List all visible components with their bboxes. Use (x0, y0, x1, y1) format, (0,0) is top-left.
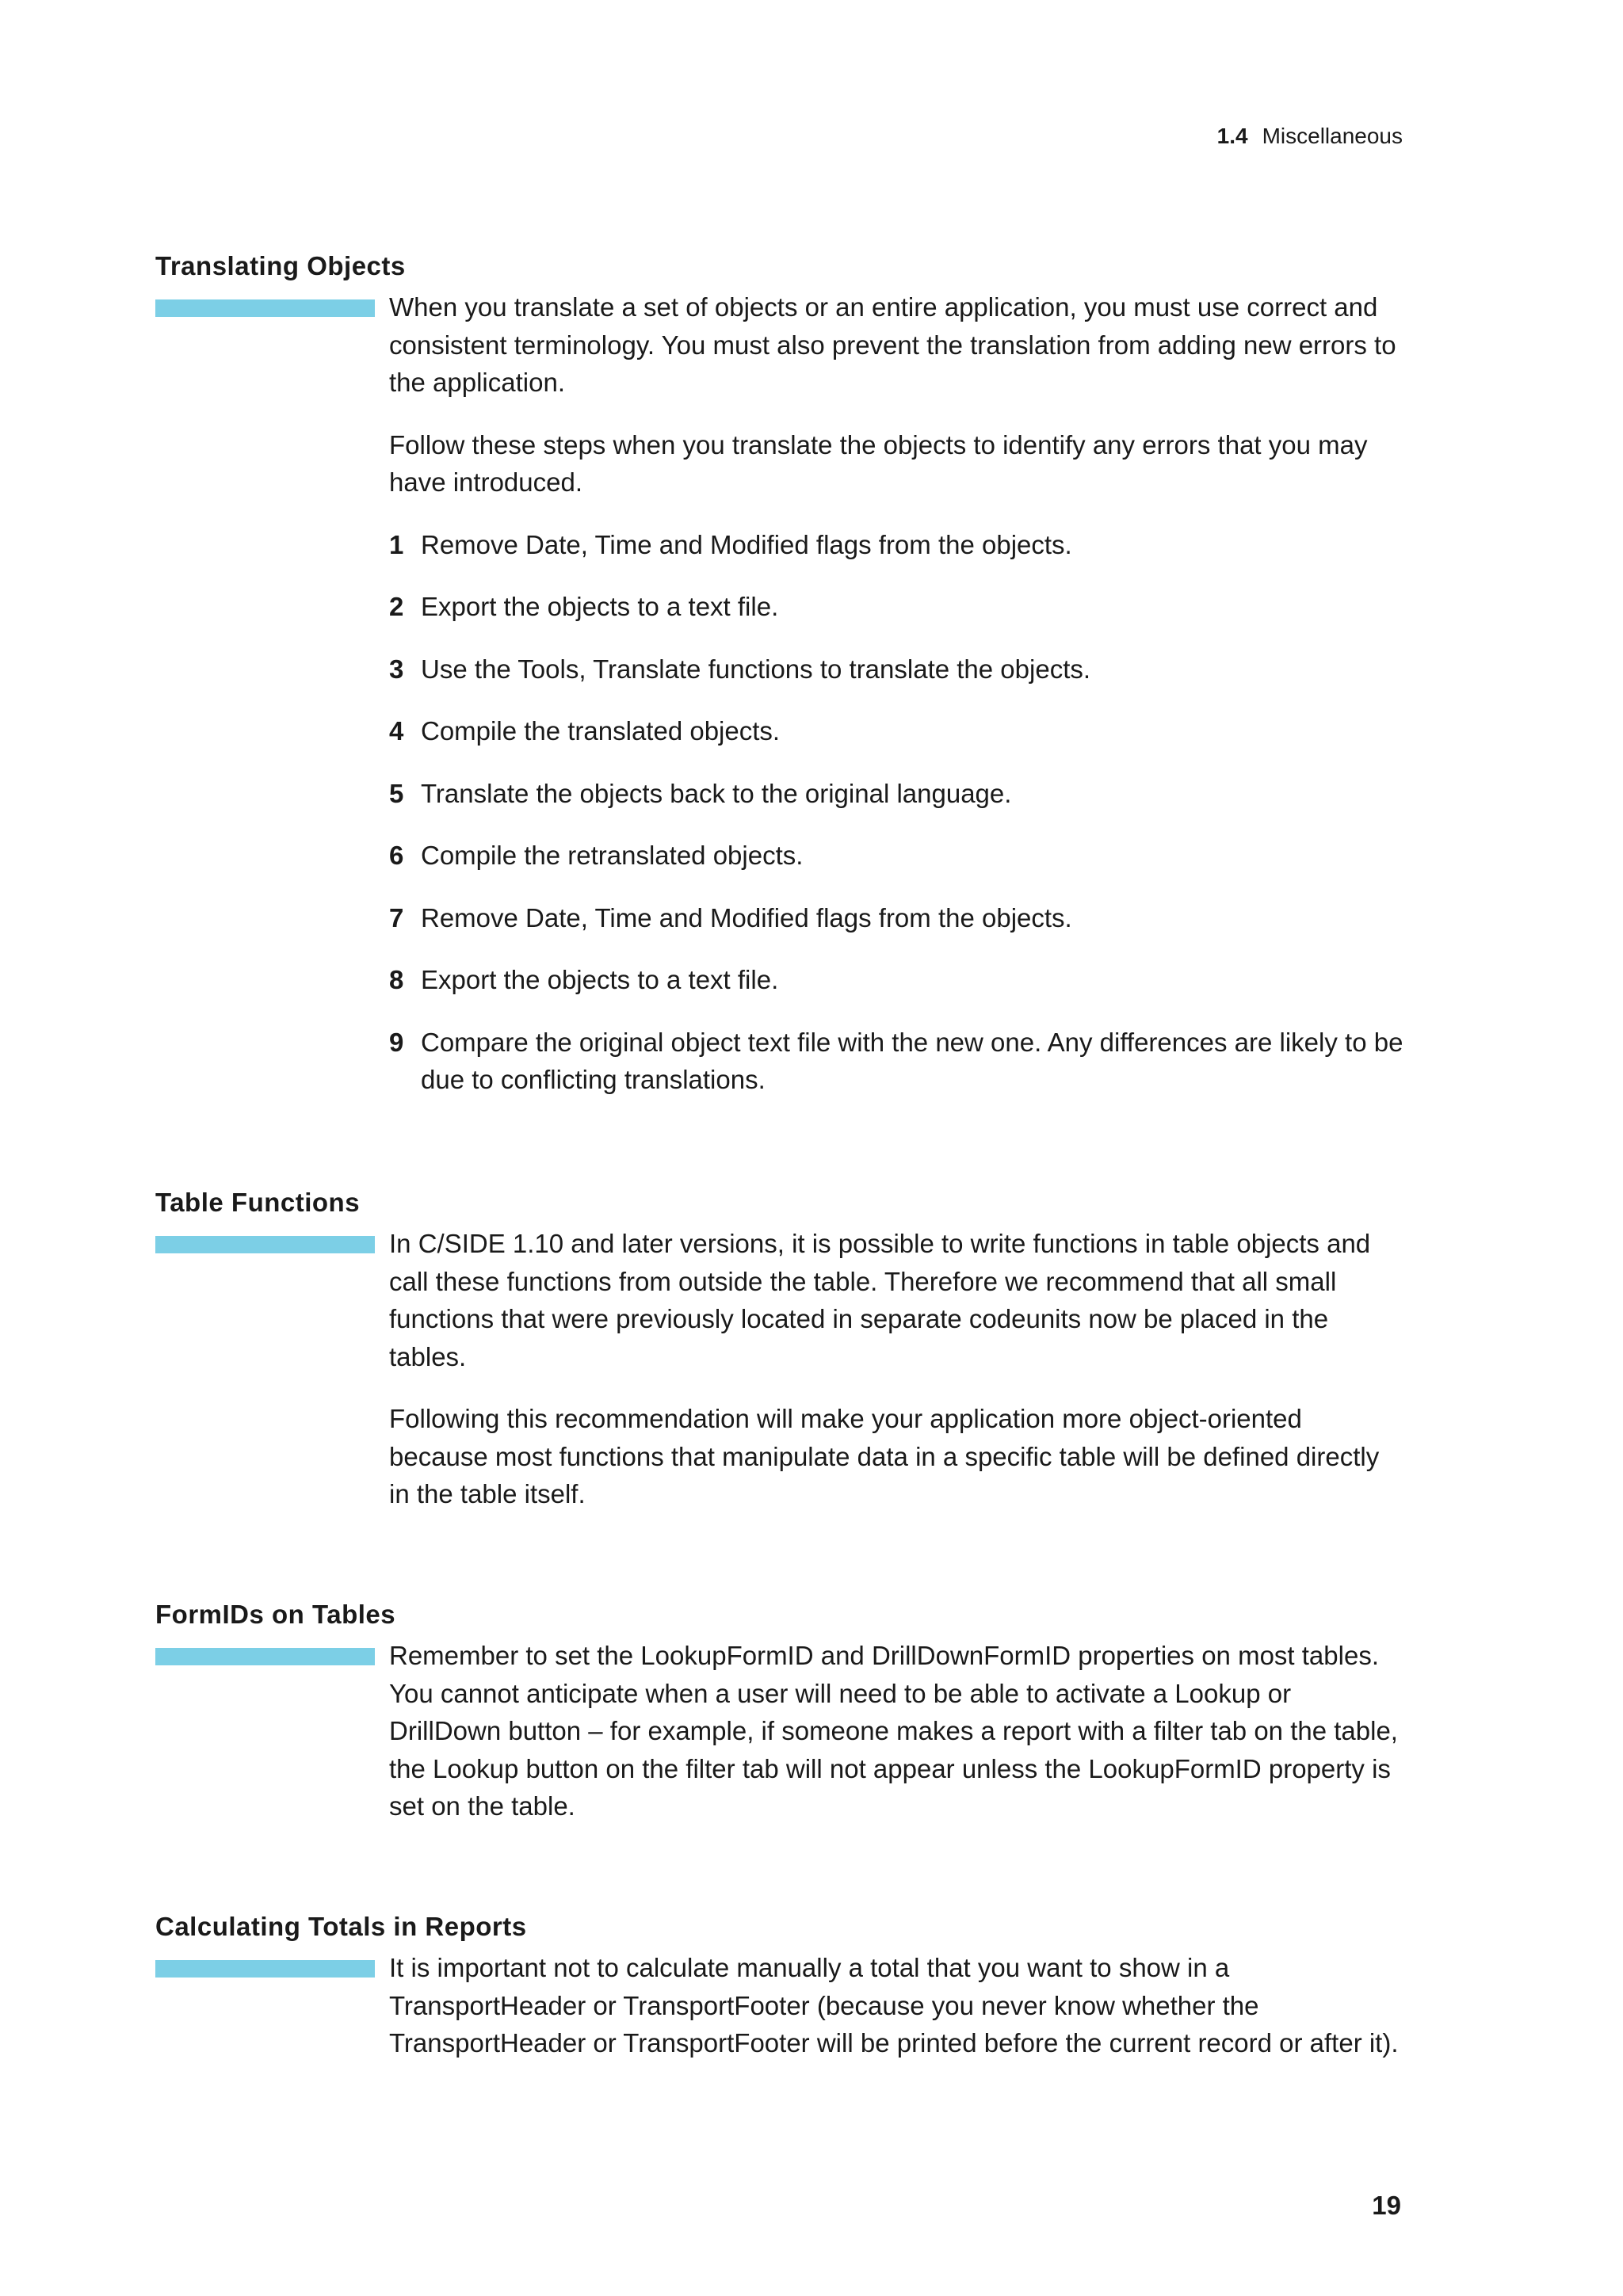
section-formids-on-tables (155, 1597, 1403, 1825)
list-item (389, 775, 1403, 813)
step-text: Compile the retranslated objects. (421, 841, 804, 870)
section-title: FormIDs on Tables (155, 1600, 396, 1629)
step-text: Export the objects to a text file. (421, 592, 779, 621)
list-item (389, 712, 1403, 750)
section-title: Calculating Totals in Reports (155, 1912, 527, 1941)
step-text: Compare the original object text file with the new one. Any differences are likely to be due to conflicting translations. (421, 1027, 1403, 1094)
list-item (389, 899, 1403, 937)
step-text: Translate the objects back to the original language. (421, 778, 1012, 808)
section-table-functions (155, 1185, 1403, 1513)
step-number: 9 (389, 1027, 404, 1057)
paragraph: Follow these steps when you translate the objects to identify any errors that you may have introduced. (389, 429, 1368, 497)
paragraph: Following this recommendation will make your application more object-oriented because most functions that manipulate data in a specific table will be defined directly in the table itself. (389, 1404, 1380, 1508)
section-body (155, 1637, 1403, 1825)
paragraph: When you translate a set of objects or an entire application, you must use correct and consistent terminology. You must also prevent the translation from adding new errors to the application. (389, 292, 1396, 397)
step-number: 1 (389, 529, 404, 559)
paragraph: Remember to set the LookupFormID and DrillDownFormID properties on most tables. You cannot anticipate when a user will need to be able to activate a Lookup or DrillDown button – for example, if someone makes a report with a filter tab on the table, the Lookup button on the filter tab will not appear unless the LookupFormID property is set on the table. (389, 1641, 1398, 1821)
step-number: 6 (389, 841, 404, 870)
section-calculating-totals (155, 1909, 1403, 2062)
step-text: Compile the translated objects. (421, 716, 781, 746)
section-body (155, 288, 1403, 1099)
header-section-name: Miscellaneous (1262, 124, 1403, 148)
step-number: 3 (389, 654, 404, 684)
step-text: Remove Date, Time and Modified flags from the objects. (421, 529, 1072, 559)
section-translating-objects (155, 249, 1403, 1099)
step-text: Use the Tools, Translate functions to translate the objects. (421, 654, 1091, 684)
accent-bar (155, 1236, 375, 1253)
list-item (389, 650, 1403, 688)
step-number: 5 (389, 778, 404, 808)
list-item (389, 837, 1403, 875)
accent-bar (155, 1960, 375, 1978)
accent-bar (155, 299, 375, 317)
accent-bar (155, 1648, 375, 1665)
paragraph: In C/SIDE 1.10 and later versions, it is possible to write functions in table objects and call these functions from outside the table. Therefore we recommend that all small functions that were previously located in separate codeunits now be placed in the tables. (389, 1229, 1371, 1371)
list-item (389, 588, 1403, 626)
step-text: Export the objects to a text file. (421, 965, 779, 994)
list-item (389, 961, 1403, 999)
step-number: 2 (389, 592, 404, 621)
step-number: 4 (389, 716, 404, 746)
step-text: Remove Date, Time and Modified flags from the objects. (421, 902, 1072, 933)
step-number: 8 (389, 965, 404, 994)
step-number: 7 (389, 902, 404, 933)
steps-list (389, 526, 1403, 1099)
section-title: Translating Objects (155, 251, 406, 280)
running-header (1217, 122, 1403, 151)
page-number: 19 (1372, 2191, 1401, 2220)
list-item (389, 1024, 1403, 1099)
header-section-number: 1.4 (1216, 124, 1248, 148)
section-title: Table Functions (155, 1188, 361, 1217)
section-body (155, 1225, 1403, 1513)
paragraph: It is important not to calculate manually a total that you want to show in a TransportHeader or TransportFooter (because you never know whether the TransportHeader or TransportFooter will be printed before the current record or after it). (389, 1953, 1399, 2058)
list-item (389, 526, 1403, 564)
section-body (155, 1949, 1403, 2062)
